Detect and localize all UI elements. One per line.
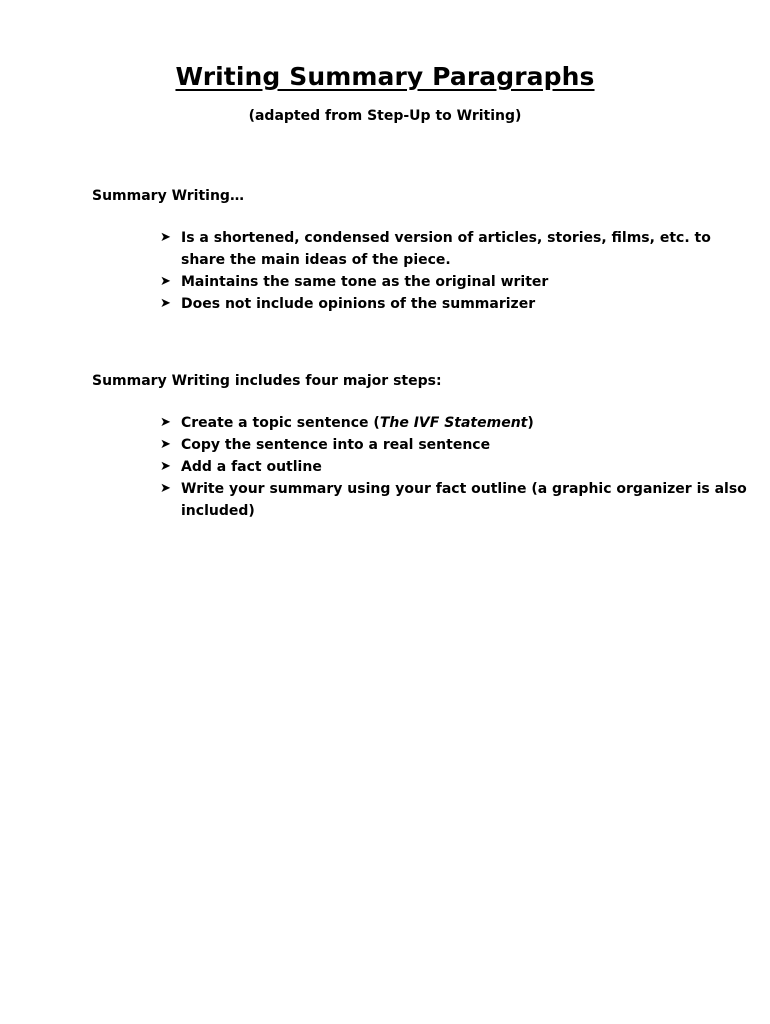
arrow-bullet-icon: ➤ xyxy=(160,415,171,430)
list-item xyxy=(160,434,750,456)
list-item xyxy=(160,293,750,315)
list-item xyxy=(160,456,750,478)
arrow-bullet-icon: ➤ xyxy=(160,459,171,474)
list-item xyxy=(160,478,750,522)
list-item xyxy=(160,412,750,434)
arrow-bullet-icon: ➤ xyxy=(160,481,171,496)
four-steps-list xyxy=(160,412,750,522)
list-item-text: Add a fact outline xyxy=(181,459,322,475)
list-item-text-suffix: ) xyxy=(527,415,534,431)
list-item-text: Is a shortened, condensed version of articles, stories, films, etc. to share the main ideas of the piece. xyxy=(181,230,711,268)
list-item-text: Maintains the same tone as the original writer xyxy=(181,274,549,290)
document-title: Writing Summary Paragraphs xyxy=(175,62,595,91)
list-item xyxy=(160,227,750,271)
list-item-text: Does not include opinions of the summarizer xyxy=(181,296,536,312)
list-item-text-prefix: Create a topic sentence ( xyxy=(181,415,380,431)
summary-writing-list xyxy=(160,227,750,315)
list-item xyxy=(160,271,750,293)
section-heading-summary-writing: Summary Writing… xyxy=(92,188,244,204)
arrow-bullet-icon: ➤ xyxy=(160,274,171,289)
arrow-bullet-icon: ➤ xyxy=(160,230,171,245)
arrow-bullet-icon: ➤ xyxy=(160,437,171,452)
arrow-bullet-icon: ➤ xyxy=(160,296,171,311)
ivf-statement-text: The IVF Statement xyxy=(379,415,528,431)
list-item-text: Copy the sentence into a real sentence xyxy=(181,437,491,453)
document-subtitle: (adapted from Step-Up to Writing) xyxy=(248,108,522,124)
section-heading-four-steps: Summary Writing includes four major steps: xyxy=(92,373,442,389)
list-item-text: Write your summary using your fact outline (a graphic organizer is also included) xyxy=(181,481,747,519)
